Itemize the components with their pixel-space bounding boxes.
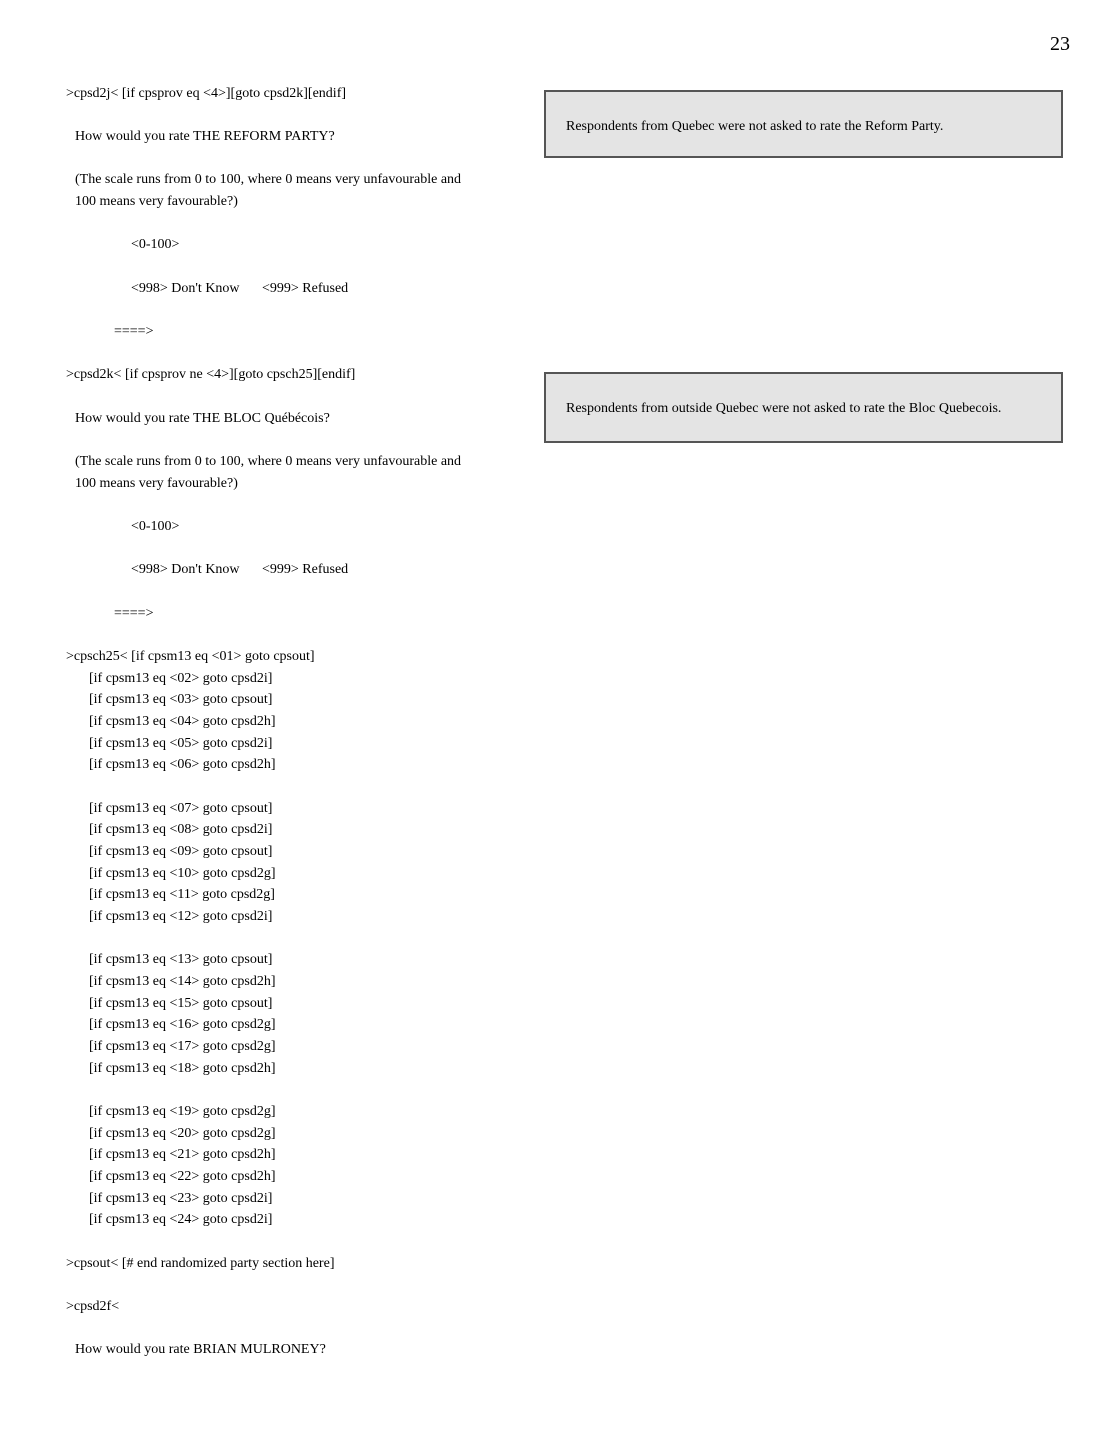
reform-arrow: ====> <box>114 324 154 339</box>
cpsout-header: >cpsout< [# end randomized party section here] <box>66 1256 335 1271</box>
condition-line: [if cpsm13 eq <19> goto cpsd2g] <box>89 1104 276 1119</box>
condition-line: [if cpsm13 eq <09> goto cpsout] <box>89 844 273 859</box>
condition-line: [if cpsm13 eq <15> goto cpsout] <box>89 996 273 1011</box>
bloc-note-text: Respondents from outside Quebec were not asked to rate the Bloc Quebecois. <box>566 401 1002 416</box>
condition-line: [if cpsm13 eq <02> goto cpsd2i] <box>89 671 273 686</box>
bloc-dont-know: <998> Don't Know <box>131 562 240 577</box>
condition-line: [if cpsm13 eq <04> goto cpsd2h] <box>89 714 276 729</box>
reform-question: How would you rate THE REFORM PARTY? <box>75 129 335 144</box>
condition-line: [if cpsm13 eq <05> goto cpsd2i] <box>89 736 273 751</box>
condition-line: [if cpsm13 eq <18> goto cpsd2h] <box>89 1061 276 1076</box>
condition-line: [if cpsm13 eq <20> goto cpsd2g] <box>89 1126 276 1141</box>
bloc-arrow: ====> <box>114 606 154 621</box>
reform-scale-line1: (The scale runs from 0 to 100, where 0 means very unfavourable and <box>75 172 462 187</box>
cpsd2j-header: >cpsd2j< [if cpsprov eq <4>][goto cpsd2k][endif] <box>66 86 347 101</box>
condition-line: [if cpsm13 eq <16> goto cpsd2g] <box>89 1017 276 1032</box>
bloc-note-box <box>544 372 1063 443</box>
condition-line: [if cpsm13 eq <22> goto cpsd2h] <box>89 1169 276 1184</box>
condition-line: [if cpsm13 eq <21> goto cpsd2h] <box>89 1147 276 1162</box>
page-number: 23 <box>1050 33 1070 55</box>
reform-scale-line2: 100 means very favourable?) <box>75 194 238 209</box>
condition-line: [if cpsm13 eq <10> goto cpsd2g] <box>89 866 276 881</box>
bloc-scale-line2: 100 means very favourable?) <box>75 476 238 491</box>
condition-line: [if cpsm13 eq <11> goto cpsd2g] <box>89 887 275 902</box>
cpsch25-header: >cpsch25< [if cpsm13 eq <01> goto cpsout] <box>66 649 315 664</box>
condition-line: [if cpsm13 eq <14> goto cpsd2h] <box>89 974 276 989</box>
bloc-scale-line1: (The scale runs from 0 to 100, where 0 means very unfavourable and <box>75 454 462 469</box>
bloc-range: <0-100> <box>131 519 180 534</box>
condition-line: [if cpsm13 eq <12> goto cpsd2i] <box>89 909 273 924</box>
reform-refused: <999> Refused <box>262 281 349 296</box>
reform-note-box <box>544 90 1063 158</box>
condition-line: [if cpsm13 eq <06> goto cpsd2h] <box>89 757 276 772</box>
condition-line: [if cpsm13 eq <03> goto cpsout] <box>89 692 273 707</box>
condition-line: [if cpsm13 eq <17> goto cpsd2g] <box>89 1039 276 1054</box>
condition-line: [if cpsm13 eq <07> goto cpsout] <box>89 801 273 816</box>
mulroney-question: How would you rate BRIAN MULRONEY? <box>75 1342 326 1357</box>
bloc-question: How would you rate THE BLOC Québécois? <box>75 411 330 426</box>
condition-line: [if cpsm13 eq <23> goto cpsd2i] <box>89 1191 273 1206</box>
reform-range: <0-100> <box>131 237 180 252</box>
condition-line: [if cpsm13 eq <24> goto cpsd2i] <box>89 1212 273 1227</box>
cpsd2k-header: >cpsd2k< [if cpsprov ne <4>][goto cpsch25][endif] <box>66 367 356 382</box>
reform-note-text: Respondents from Quebec were not asked to rate the Reform Party. <box>566 119 944 134</box>
cpsd2f-header: >cpsd2f< <box>66 1299 120 1314</box>
reform-dont-know: <998> Don't Know <box>131 281 240 296</box>
bloc-refused: <999> Refused <box>262 562 349 577</box>
condition-line: [if cpsm13 eq <13> goto cpsout] <box>89 952 273 967</box>
condition-line: [if cpsm13 eq <08> goto cpsd2i] <box>89 822 273 837</box>
